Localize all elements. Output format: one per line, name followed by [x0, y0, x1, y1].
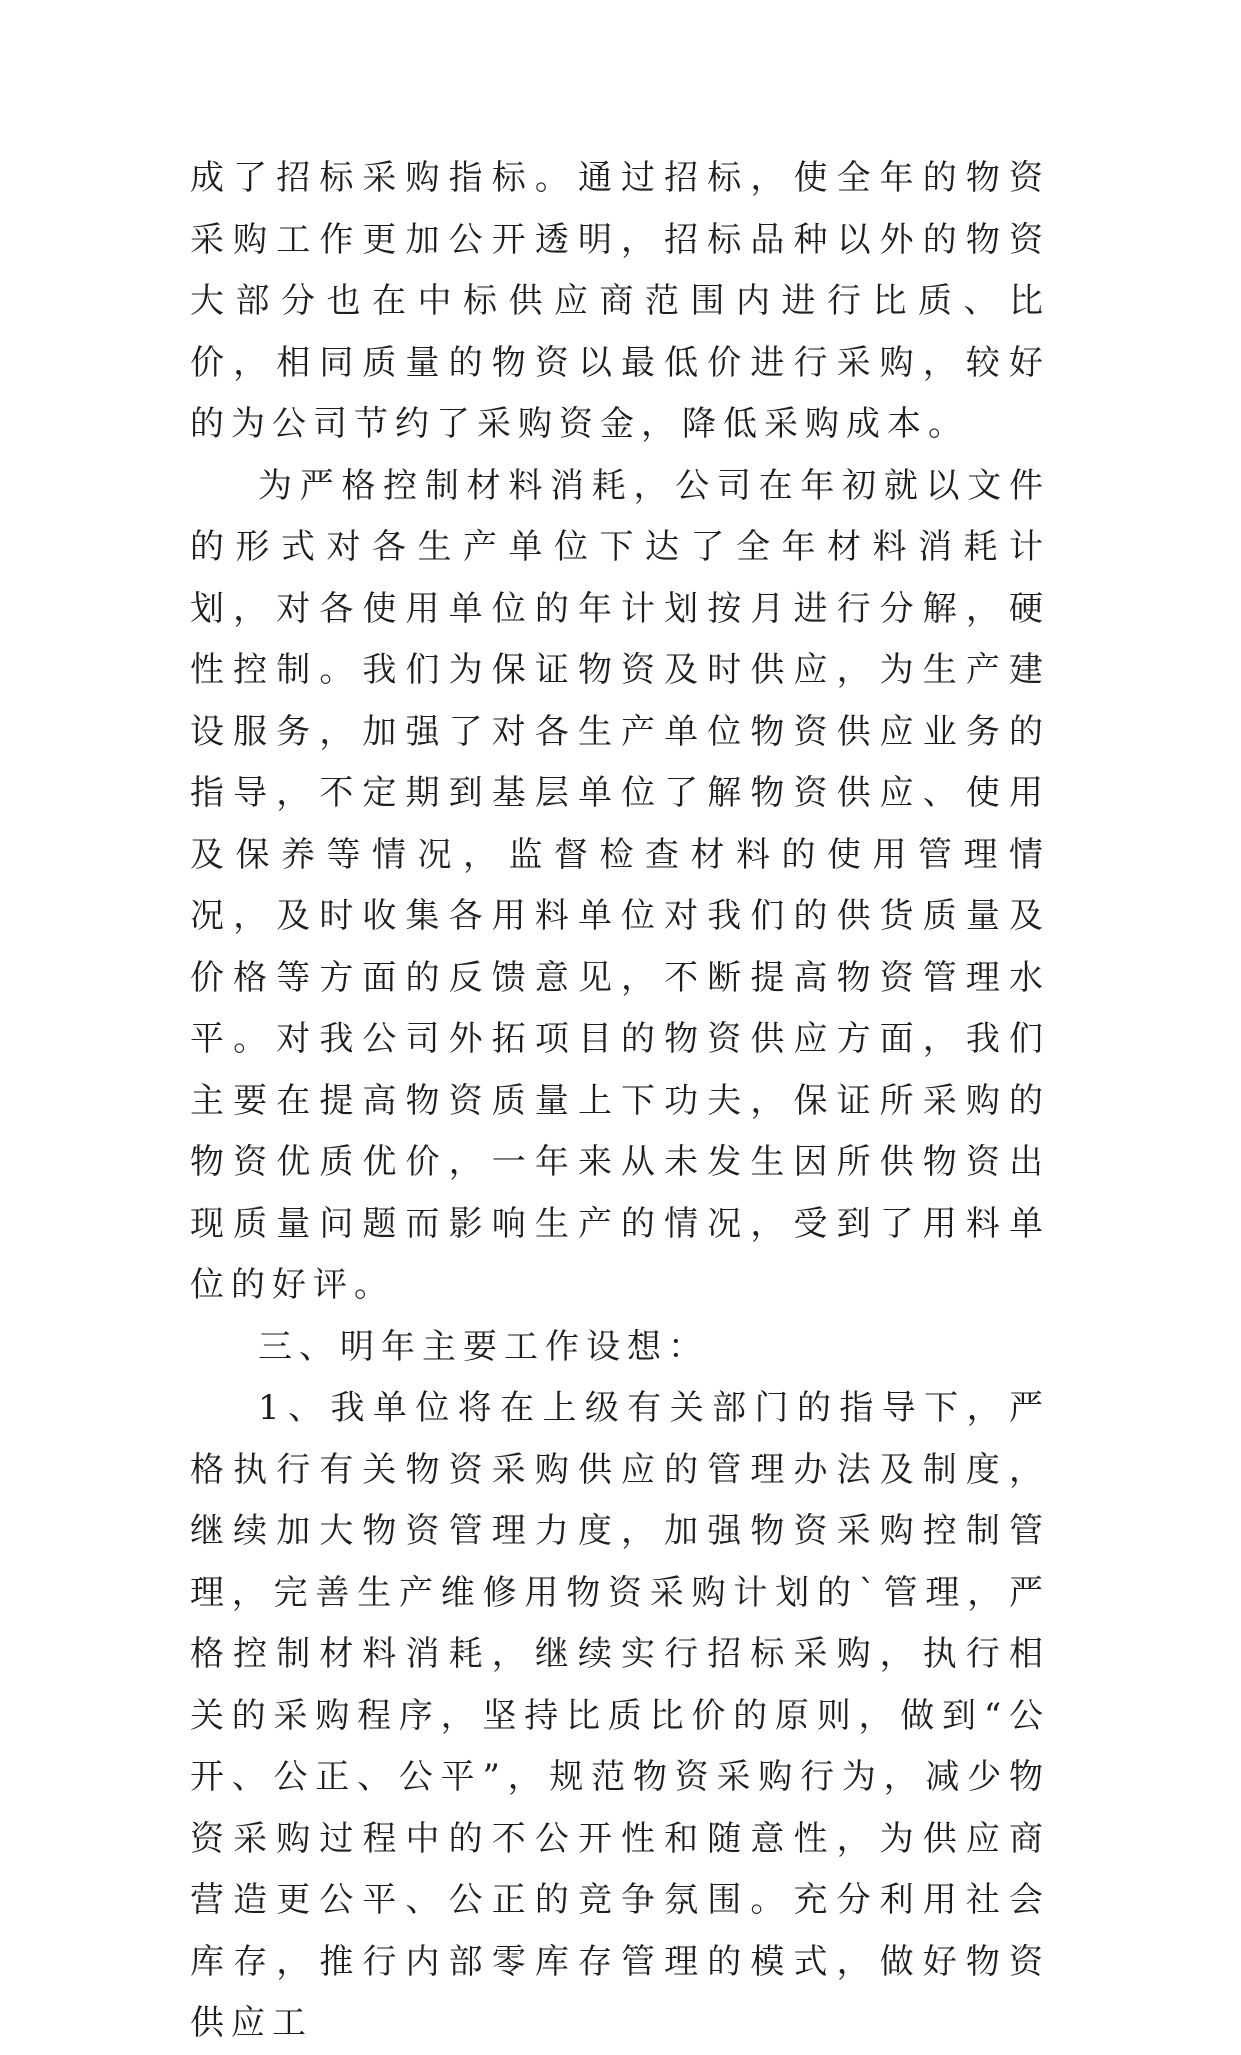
section-heading-next-year-plan: 三、明年主要工作设想：	[258, 1326, 709, 1367]
document-body	[190, 148, 1050, 2055]
paragraph-procurement-continuation: 成了招标采购指标。通过招标，使全年的物资采购工作更加公开透明，招标品种以外的物资大部分也在中标供应商范围内进行比质、比价，相同质量的物资以最低价进行采购，较好的为公司节约了采购资金，降低采购成本。	[190, 158, 1050, 444]
paragraph-plan-item-1: 1、我单位将在上级有关部门的指导下，严格执行有关物资采购供应的管理办法及制度，继续加大物资管理力度，加强物资采购控制管理，完善生产维修用物资采购计划的`管理，严格控制材料消耗，继续实行招标采购，执行相关的采购程序，坚持比质比价的原则，做到“公开、公正、公平”，规范物资采购行为，减少物资采购过程中的不公开性和随意性，为供应商营造更公平、公正的竞争氛围。充分利用社会库存，推行内部零库存管理的模式，做好物资供应工	[190, 1388, 1050, 2043]
paragraph-material-consumption-control: 为严格控制材料消耗，公司在年初就以文件的形式对各生产单位下达了全年材料消耗计划，对各使用单位的年计划按月进行分解，硬性控制。我们为保证物资及时供应，为生产建设服务，加强了对各生产单位物资供应业务的指导，不定期到基层单位了解物资供应、使用及保养等情况，监督检查材料的使用管理情况，及时收集各用料单位对我们的供货质量及价格等方面的反馈意见，不断提高物资管理水平。对我公司外拓项目的物资供应方面，我们主要在提高物资质量上下功夫，保证所采购的物资优质优价，一年来从未发生因所供物资出现质量问题而影响生产的情况，受到了用料单位的好评。	[190, 465, 1050, 1305]
